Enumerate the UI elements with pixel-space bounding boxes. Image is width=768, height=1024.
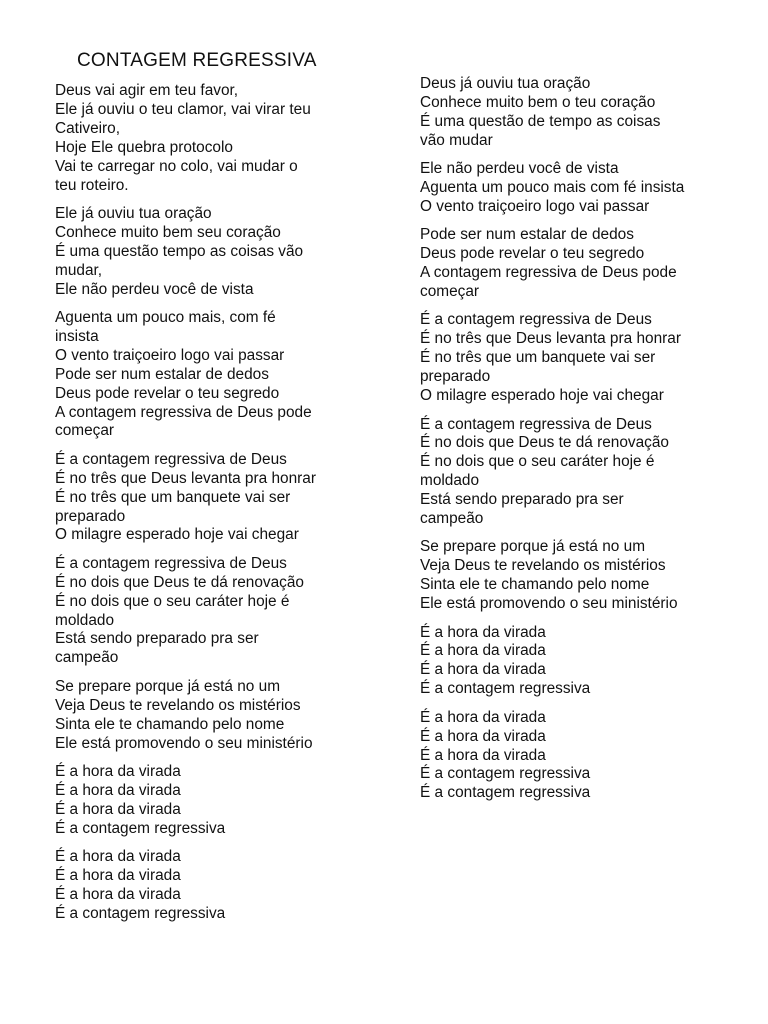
stanza xyxy=(55,763,365,839)
lyric-line: É no três que Deus levanta pra honrar xyxy=(420,330,681,348)
lyric-line: Aguenta um pouco mais, com fé xyxy=(55,308,276,326)
stanza xyxy=(55,451,365,546)
lyric-line: Deus pode revelar o teu segredo xyxy=(55,384,280,402)
lyric-line: É a hora da virada xyxy=(55,762,181,780)
lyric-line: Aguenta um pouco mais com fé insista xyxy=(420,179,685,197)
lyric-line: É no três que Deus levanta pra honrar xyxy=(55,469,316,487)
lyric-line: Deus pode revelar o teu segredo xyxy=(420,245,645,263)
lyric-line: Sinta ele te chamando pelo nome xyxy=(420,576,650,594)
song-title: CONTAGEM REGRESSIVA xyxy=(77,50,317,71)
lyric-line: Cativeiro, xyxy=(55,119,121,137)
lyric-line: Está sendo preparado pra ser xyxy=(55,630,259,648)
lyric-line: moldado xyxy=(420,472,480,490)
lyric-line: Conhece muito bem seu coração xyxy=(55,223,281,241)
stanza xyxy=(55,309,365,441)
lyric-line: É no dois que o seu caráter hoje é xyxy=(55,592,290,610)
lyric-line: teu roteiro. xyxy=(55,176,129,194)
lyric-line: É a hora da virada xyxy=(420,746,546,764)
lyric-line: É a hora da virada xyxy=(420,623,546,641)
lyric-line: Pode ser num estalar de dedos xyxy=(55,365,269,383)
lyric-line: Sinta ele te chamando pelo nome xyxy=(55,715,285,733)
lyric-line: Se prepare porque já está no um xyxy=(420,538,646,556)
lyric-line: É a contagem regressiva de Deus xyxy=(55,450,287,468)
lyric-line: Conhece muito bem o teu coração xyxy=(420,93,656,111)
lyric-line: É no dois que Deus te dá renovação xyxy=(55,573,304,591)
lyric-line: Ele não perdeu você de vista xyxy=(55,280,254,298)
lyric-line: O milagre esperado hoje vai chegar xyxy=(55,526,299,544)
stanza xyxy=(420,538,740,614)
lyric-line: É a contagem regressiva de Deus xyxy=(55,554,287,572)
lyric-line: É a hora da virada xyxy=(55,781,181,799)
lyric-line: É no dois que o seu caráter hoje é xyxy=(420,453,655,471)
lyric-line: Se prepare porque já está no um xyxy=(55,677,281,695)
stanza xyxy=(420,624,740,700)
lyric-line: É a contagem regressiva de Deus xyxy=(420,311,652,329)
lyric-line: É no dois que Deus te dá renovação xyxy=(420,434,669,452)
lyric-line: É a hora da virada xyxy=(420,708,546,726)
lyric-line: É uma questão tempo as coisas vão xyxy=(55,242,304,260)
lyric-line: É a contagem regressiva xyxy=(420,784,591,802)
lyric-line: É no três que um banquete vai ser xyxy=(55,488,291,506)
stanza xyxy=(420,311,740,406)
lyric-line: Ele está promovendo o seu ministério xyxy=(55,734,313,752)
lyric-line: É a hora da virada xyxy=(420,661,546,679)
stanza xyxy=(420,160,740,217)
lyric-line: É a contagem regressiva xyxy=(55,904,226,922)
lyric-line: A contagem regressiva de Deus pode xyxy=(55,403,312,421)
lyric-line: Ele já ouviu tua oração xyxy=(55,204,212,222)
stanza xyxy=(420,75,740,151)
lyric-line: É a hora da virada xyxy=(420,642,546,660)
lyric-line: É a hora da virada xyxy=(55,800,181,818)
stanza xyxy=(420,416,740,529)
lyric-line: O milagre esperado hoje vai chegar xyxy=(420,387,664,405)
stanza xyxy=(55,848,365,924)
lyric-line: campeão xyxy=(55,649,119,667)
lyric-line: campeão xyxy=(420,510,484,528)
lyric-line: Deus já ouviu tua oração xyxy=(420,75,591,92)
lyric-line: Hoje Ele quebra protocolo xyxy=(55,138,233,156)
lyric-line: É a hora da virada xyxy=(420,727,546,745)
lyric-line: começar xyxy=(55,422,115,440)
lyric-line: vão mudar xyxy=(420,131,493,149)
lyric-line: insista xyxy=(55,327,99,345)
lyric-line: Veja Deus te revelando os mistérios xyxy=(420,557,666,575)
lyric-line: Está sendo preparado pra ser xyxy=(420,491,624,509)
lyrics-column-left xyxy=(55,82,365,933)
lyric-line: É a contagem regressiva xyxy=(420,765,591,783)
lyric-line: Pode ser num estalar de dedos xyxy=(420,226,634,244)
stanza xyxy=(420,226,740,302)
lyric-line: É a hora da virada xyxy=(55,866,181,884)
stanza xyxy=(55,678,365,754)
lyric-line: É a hora da virada xyxy=(55,885,181,903)
lyric-line: Ele não perdeu você de vista xyxy=(420,160,619,178)
stanza xyxy=(55,205,365,300)
lyric-line: moldado xyxy=(55,611,115,629)
lyric-line: A contagem regressiva de Deus pode xyxy=(420,264,677,282)
lyric-line: mudar, xyxy=(55,261,103,279)
lyric-line: O vento traiçoeiro logo vai passar xyxy=(420,197,650,215)
lyric-line: É a contagem regressiva xyxy=(55,819,226,837)
lyric-line: Vai te carregar no colo, vai mudar o xyxy=(55,157,298,175)
lyric-line: preparado xyxy=(420,368,491,386)
lyric-line: Ele já ouviu o teu clamor, vai virar teu xyxy=(55,100,311,118)
lyric-line: Ele está promovendo o seu ministério xyxy=(420,595,678,613)
lyric-line: preparado xyxy=(55,507,126,525)
lyric-line: É uma questão de tempo as coisas xyxy=(420,112,661,130)
lyric-line: Veja Deus te revelando os mistérios xyxy=(55,696,301,714)
lyric-line: O vento traiçoeiro logo vai passar xyxy=(55,346,285,364)
lyric-line: É a contagem regressiva xyxy=(420,680,591,698)
lyric-line: Deus vai agir em teu favor, xyxy=(55,82,239,99)
stanza xyxy=(55,82,365,195)
lyric-line: É a hora da virada xyxy=(55,848,181,866)
stanza xyxy=(420,709,740,804)
lyric-line: É a contagem regressiva de Deus xyxy=(420,415,652,433)
lyric-line: É no três que um banquete vai ser xyxy=(420,349,656,367)
stanza xyxy=(55,555,365,668)
lyric-line: começar xyxy=(420,283,480,301)
lyrics-column-right xyxy=(420,75,740,813)
